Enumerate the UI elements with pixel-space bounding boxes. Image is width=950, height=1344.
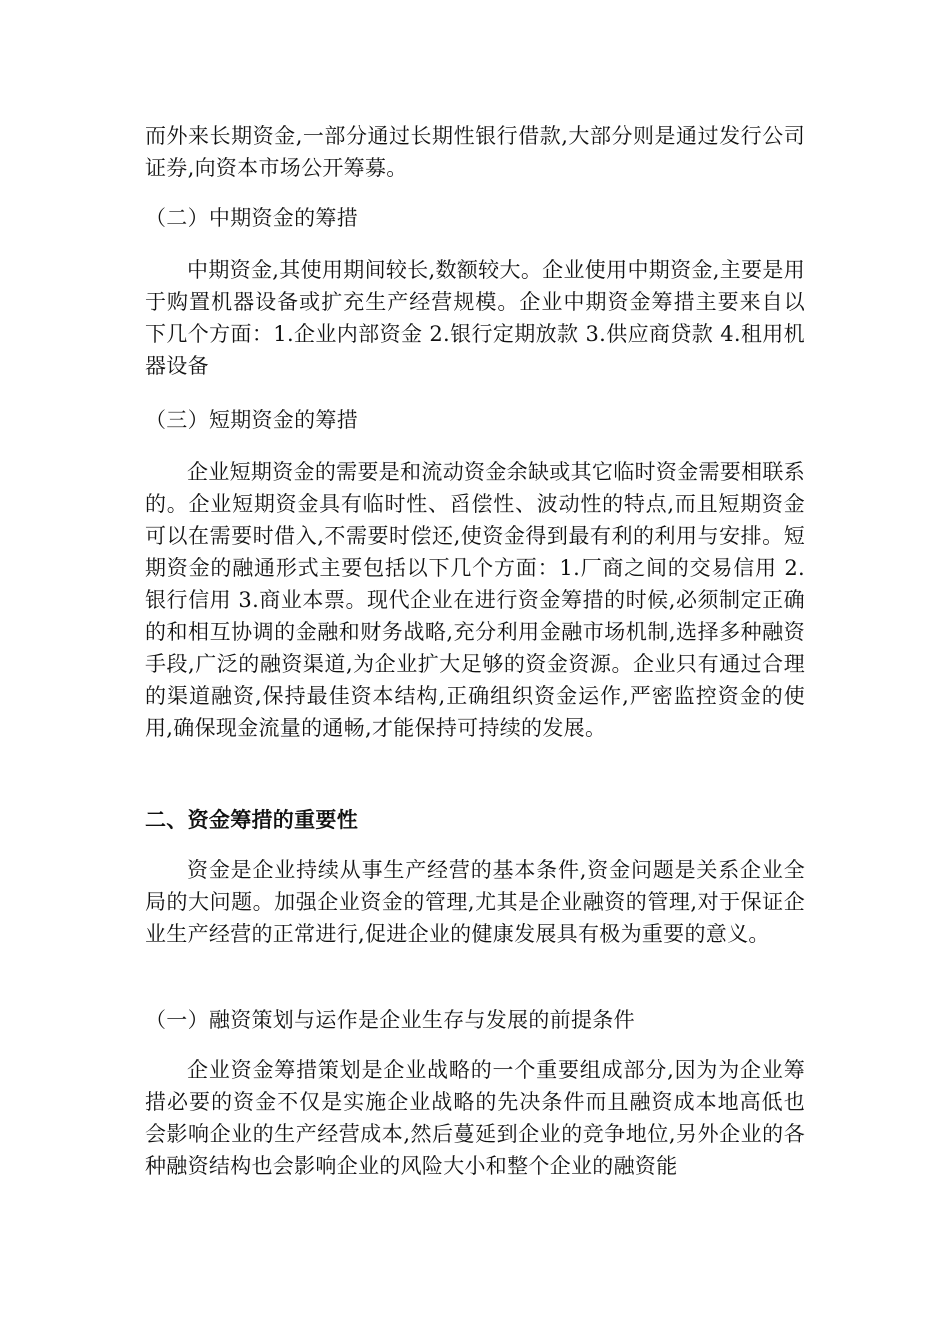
- paragraph-long-term-external: 而外来长期资金,一部分通过长期性银行借款,大部分则是通过发行公司证券,向资本市场公开筹募。: [145, 124, 805, 180]
- paragraph-precondition: 企业资金筹措策划是企业战略的一个重要组成部分,因为为企业筹措必要的资金不仅是实施企业战略的先决条件而且融资成本地高低也会影响企业的生产经营成本,然后蔓延到企业的竞争地位,另外企业的各种融资结构也会影响企业的风险大小和整个企业的融资能: [145, 1058, 805, 1178]
- section-heading-short-term: （三）短期资金的筹措: [145, 408, 358, 432]
- section-heading-medium-term: （二）中期资金的筹措: [145, 206, 358, 230]
- paragraph-short-term: 企业短期资金的需要是和流动资金余缺或其它临时资金需要相联系的。企业短期资金具有临时性、舀偿性、波动性的特点,而且短期资金可以在需要时借入,不需要时偿还,使资金得到最有利的利用与安排。短期资金的融通形式主要包括以下几个方面：1.厂商之间的交易信用 2.银行信用 3.商业本票。现代企业在进行资金筹措的时候,必须制定正确的和相互协调的金融和财务战略,充分利用金融市场机制,选择多种融资手段,广泛的融资渠道,为企业扩大足够的资金资源。企业只有通过合理的渠道融资,保持最佳资本结构,正确组织资金运作,严密监控资金的使用,确保现金流量的通畅,才能保持可持续的发展。: [145, 460, 805, 740]
- chapter-heading-importance: 二、资金筹措的重要性: [145, 808, 358, 832]
- paragraph-medium-term: 中期资金,其使用期间较长,数额较大。企业使用中期资金,主要是用于购置机器设备或扩充生产经营规模。企业中期资金筹措主要来自以下几个方面：1.企业内部资金 2.银行定期放款 3.供应商贷款 4.租用机器设备: [145, 258, 805, 378]
- section-heading-precondition: （一）融资策划与运作是企业生存与发展的前提条件: [145, 1008, 635, 1032]
- paragraph-importance: 资金是企业持续从事生产经营的基本条件,资金问题是关系企业全局的大问题。加强企业资金的管理,尤其是企业融资的管理,对于保证企业生产经营的正常进行,促进企业的健康发展具有极为重要的意义。: [145, 858, 805, 946]
